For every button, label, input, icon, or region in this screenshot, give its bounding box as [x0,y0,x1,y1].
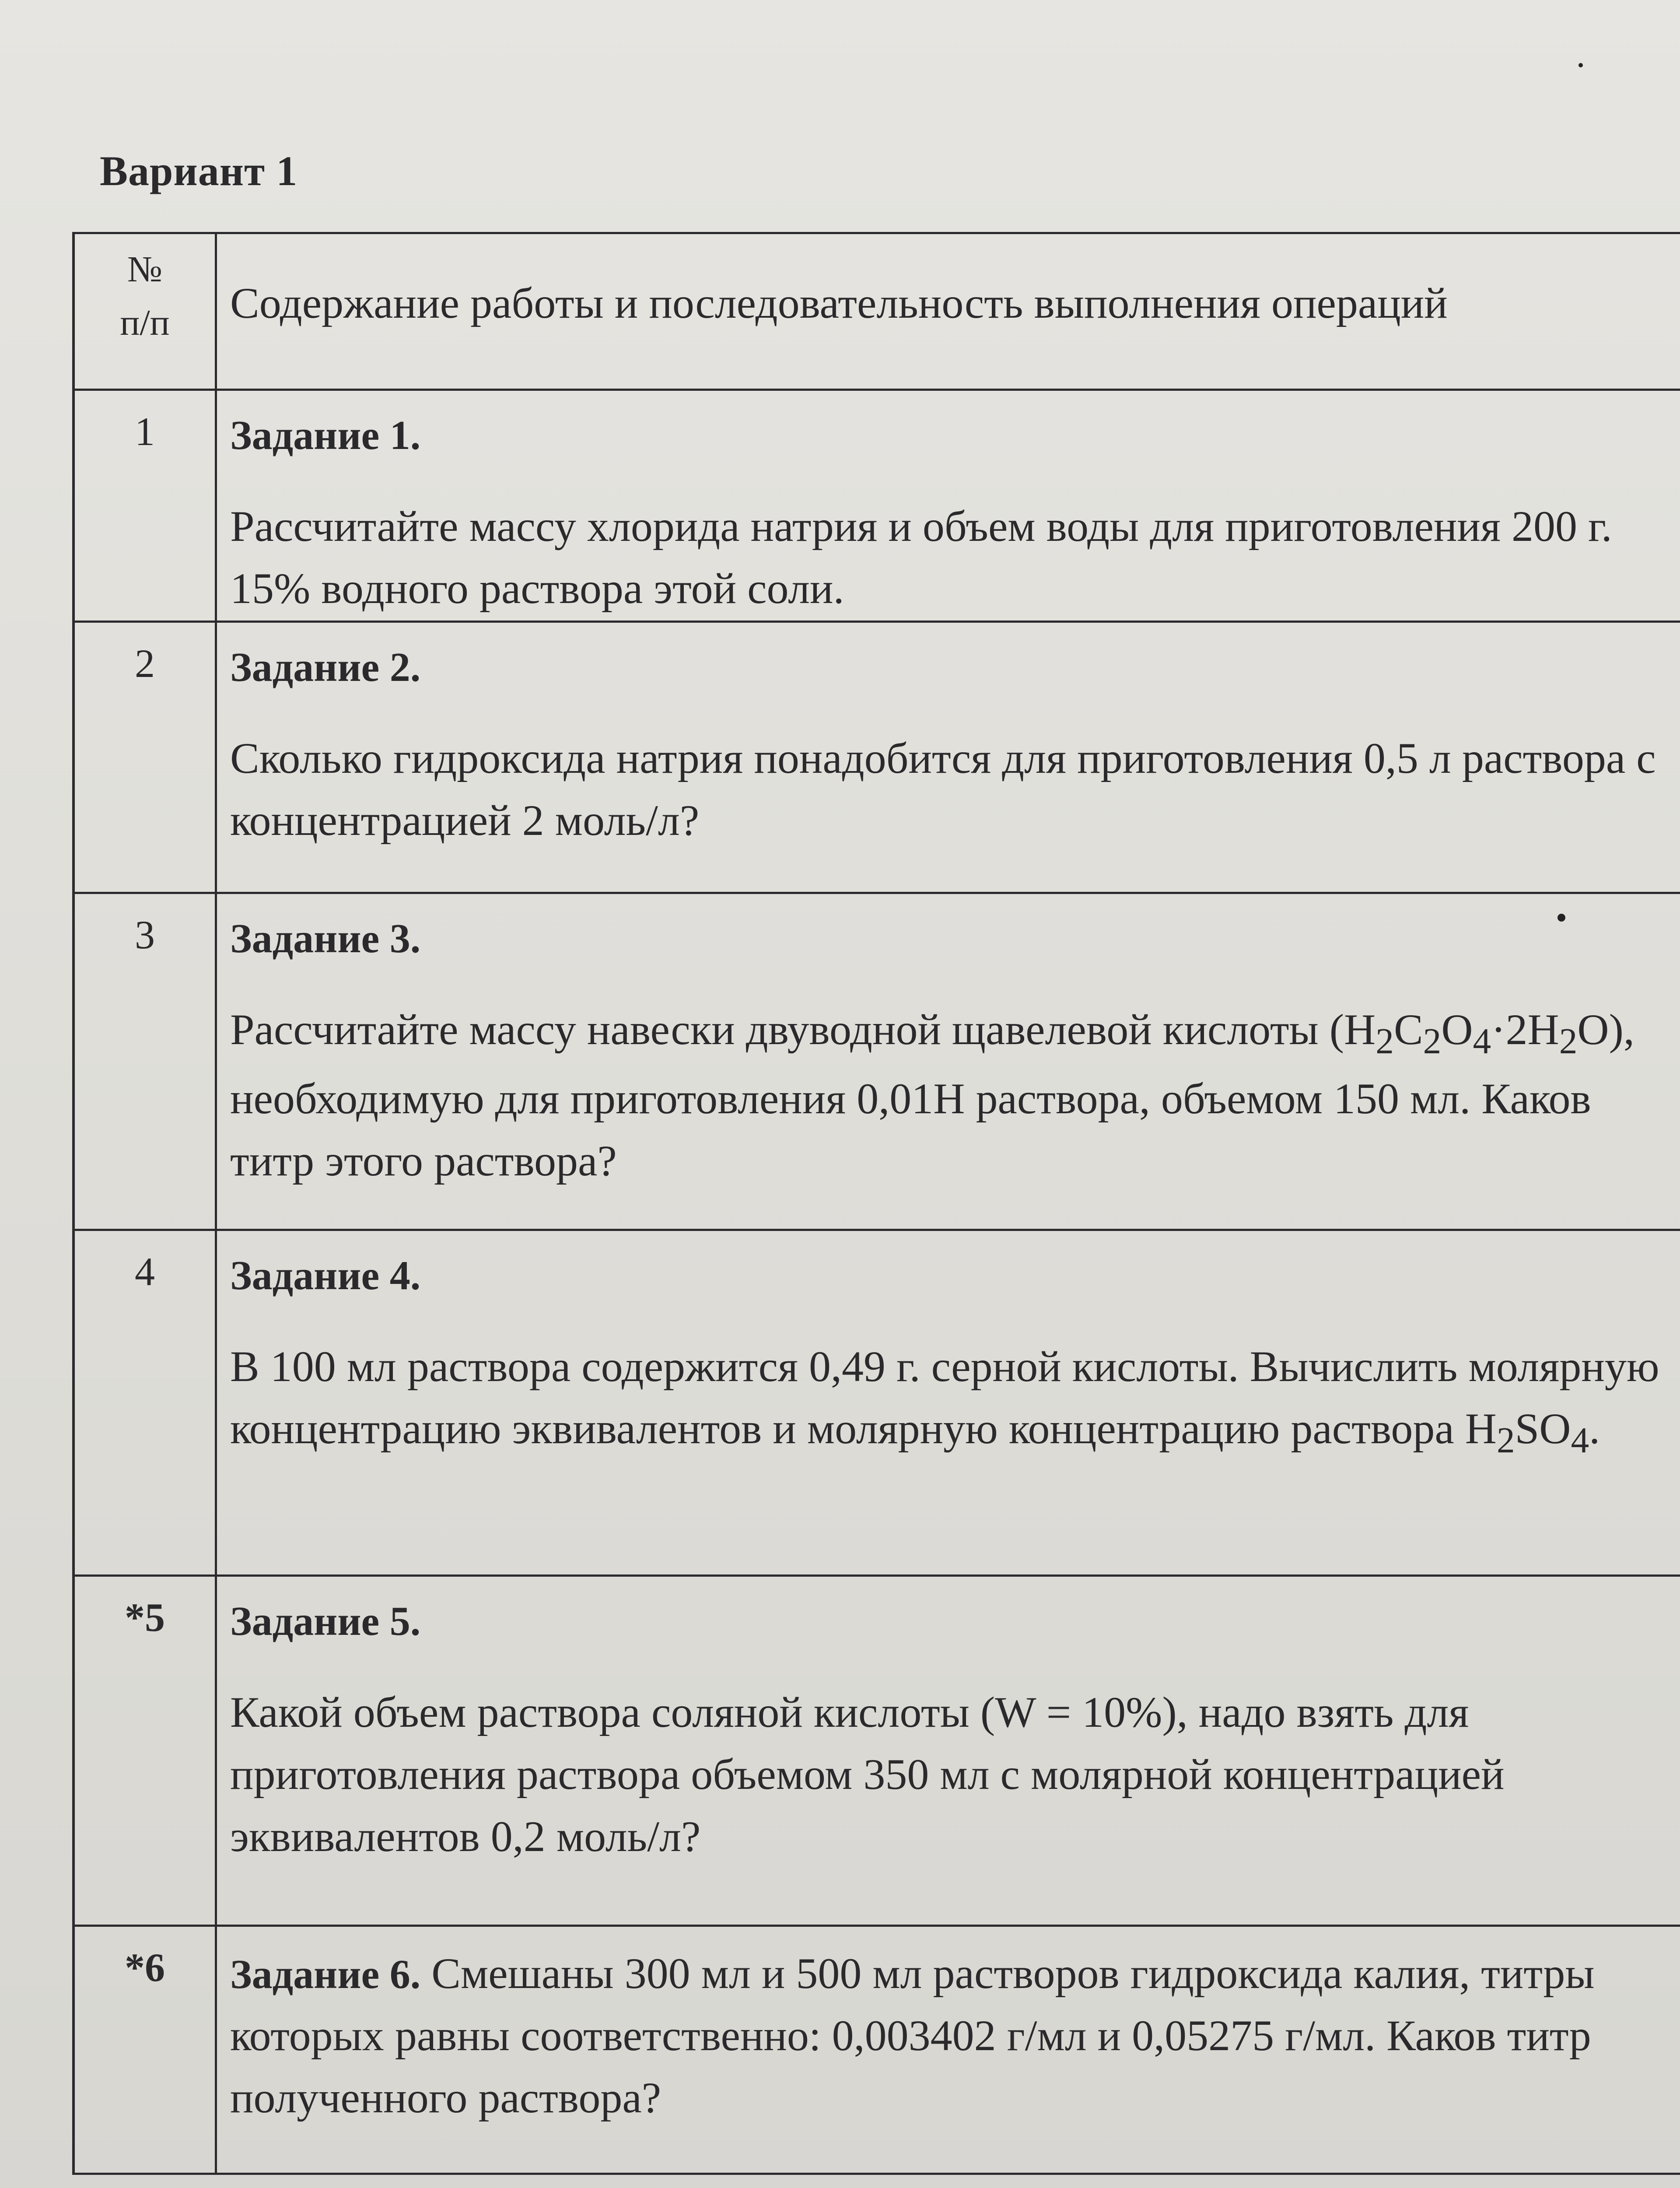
table-row-task-4 [75,1231,1680,1577]
task-content [230,638,1678,852]
number-sign: № [127,249,163,290]
table-header-row [75,234,1680,391]
task-text: Какой объем раствора соляной кислоты (W = 10%), надо взять для приготовления раствора объемом 350 мл с молярной концентрацией эквивалентов 0,2 моль/л? [230,1688,1505,1861]
task-title: Задание 3. [230,916,421,961]
task-content [230,910,1678,1192]
task-text: В 100 мл раствора содержится 0,49 г. серной кислоты. Вычислить молярную концентрацию эквивалентов и молярную концентрацию раствора $H_2SO_4$. [230,1342,1659,1461]
task-number: 4 [135,1249,155,1294]
col-number-header [75,243,215,350]
task-text-part: Рассчитайте массу навески двуводной щавелевой кислоты (H [230,1005,1376,1054]
task-title: Задание 1. [230,413,421,458]
task-title: Задание 2. [230,645,421,690]
task-number: 1 [135,409,155,454]
task-content [230,1943,1678,2129]
task-text: Смешаны 300 мл и 500 мл растворов гидроксида калия, титры которых равны соответственно: 0,003402 г/мл и 0,05275 г/мл. Каков титр полученного раствора? [230,1949,1595,2122]
task-number: 2 [135,641,155,686]
task-text-part: В 100 мл раствора содержится 0,49 г. серной кислоты. Вычислить молярную концентрацию эквивалентов и молярную концентрацию раствора [230,1342,1659,1453]
task-title: Задание 5. [230,1599,421,1644]
task-content [230,407,1678,620]
task-text: Сколько гидроксида натрия понадобится для приготовления 0,5 л раствора с концентрацией 2 моль/л? [230,734,1656,845]
task-content [230,1592,1678,1868]
task-title: Задание 4. [230,1253,421,1298]
task-table [72,232,1680,2175]
table-row-task-2 [75,623,1680,894]
task-text: Рассчитайте массу хлорида натрия и объем воды для приготовления 200 г. 15% водного раствора этой соли. [230,502,1612,613]
table-row-task-1 [75,391,1680,623]
task-number: *5 [125,1595,165,1640]
task-text-part: ), необходимую для приготовления 0,01Н раствора, объемом 150 мл. Каков титр этого раствора? [230,1005,1634,1185]
ink-dot [1578,63,1583,67]
number-abbrev: п/п [120,302,170,343]
col-content-header: Содержание работы и последовательность выполнения операций [230,279,1448,327]
table-row-task-6 [75,1927,1680,2170]
table-row-task-3 [75,894,1680,1231]
task-text: Рассчитайте массу навески двуводной щавелевой кислоты $(H_2C_2O_4\cdot 2H_2O)$, необходимую для приготовления 0,01Н раствора, объемом 150 мл. Каков титр этого раствора? [230,1005,1634,1185]
task-number: 3 [135,912,155,957]
task-title: Задание 6. [230,1952,421,1997]
task-number: *6 [125,1945,165,1990]
task-content [230,1247,1678,1467]
table-row-task-5 [75,1577,1680,1927]
variant-title: Вариант 1 [100,147,298,194]
